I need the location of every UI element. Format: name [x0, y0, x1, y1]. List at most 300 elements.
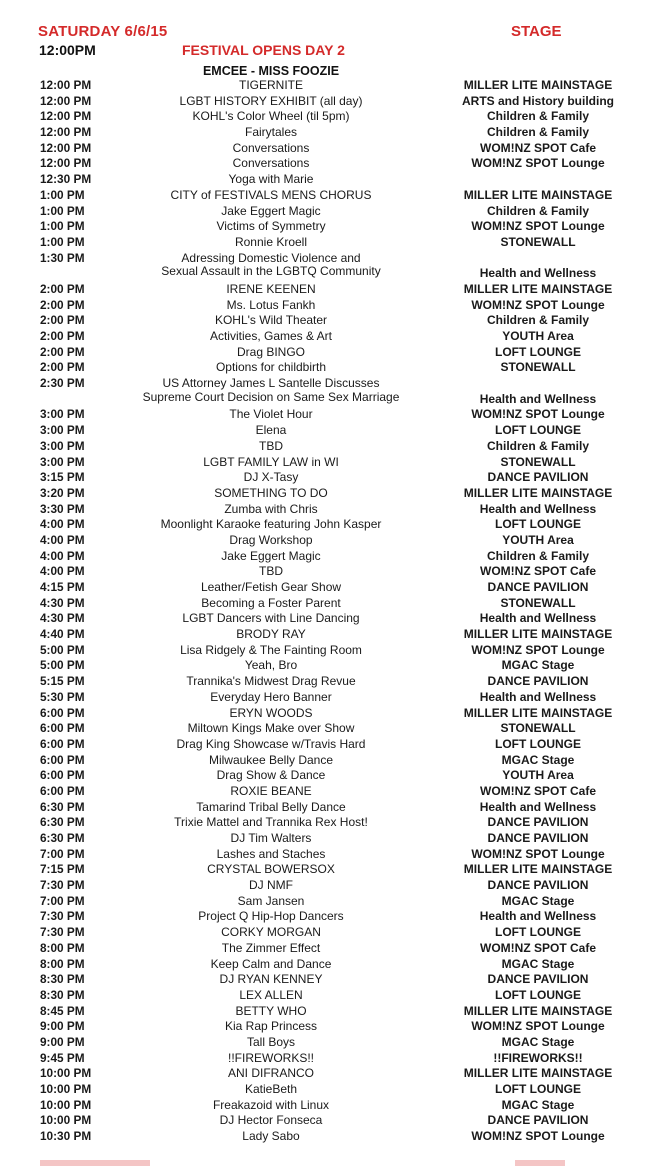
event-name — [130, 252, 412, 279]
event-name — [130, 925, 412, 941]
event-name — [130, 1098, 412, 1114]
event-name — [130, 235, 412, 251]
event-stage: WOM!NZ SPOT Lounge — [471, 219, 605, 234]
event-name — [130, 768, 412, 784]
event-name — [130, 188, 412, 204]
event-stage: WOM!NZ SPOT Lounge — [471, 156, 605, 171]
event-name-line-2: Supreme Court Decision on Same Sex Marriage — [142, 389, 400, 404]
event-time: 3:00 PM — [40, 407, 85, 422]
event-stage: WOM!NZ SPOT Cafe — [480, 140, 596, 155]
event-time: 6:00 PM — [40, 783, 85, 798]
event-time: 2:00 PM — [40, 297, 85, 312]
event-name-line: Drag King Showcase w/Travis Hard — [176, 736, 366, 751]
event-stage: WOM!NZ SPOT Cafe — [480, 940, 596, 955]
schedule-row — [0, 94, 671, 110]
schedule-row — [0, 1129, 671, 1145]
schedule-row — [0, 988, 671, 1004]
schedule-row — [0, 658, 671, 674]
event-name — [130, 156, 412, 172]
event-time: 12:30 PM — [40, 172, 92, 187]
schedule-row — [0, 549, 671, 565]
event-time: 10:00 PM — [40, 1066, 92, 1081]
event-stage: YOUTH Area — [502, 768, 574, 783]
cutoff-heading-right — [515, 1160, 565, 1166]
schedule-row — [0, 1066, 671, 1082]
schedule-row — [0, 188, 671, 204]
schedule-row — [0, 219, 671, 235]
event-time: 2:00 PM — [40, 313, 85, 328]
event-name — [130, 737, 412, 753]
event-stage: DANCE PAVILION — [487, 815, 589, 830]
schedule-row — [0, 517, 671, 533]
event-name — [130, 109, 412, 125]
schedule-row — [0, 1082, 671, 1098]
event-name — [130, 423, 412, 439]
event-name — [130, 377, 412, 404]
event-name — [130, 1004, 412, 1020]
event-time: 3:20 PM — [40, 485, 85, 500]
schedule-list — [0, 78, 671, 1145]
schedule-row — [0, 125, 671, 141]
schedule-row — [0, 784, 671, 800]
event-stage: WOM!NZ SPOT Lounge — [471, 1019, 605, 1034]
event-time: 2:00 PM — [40, 360, 85, 375]
event-name-line: Jake Eggert Magic — [221, 203, 321, 218]
event-name-line: LGBT Dancers with Line Dancing — [182, 611, 360, 626]
schedule-row — [0, 909, 671, 925]
event-stage: MILLER LITE MAINSTAGE — [463, 78, 613, 92]
event-name-line: Milwaukee Belly Dance — [208, 752, 334, 767]
event-name-line: Trannika's Midwest Drag Revue — [186, 674, 356, 689]
event-name-line: Options for childbirth — [215, 360, 327, 375]
event-name-line: KOHL's Wild Theater — [214, 313, 328, 328]
event-stage: Health and Wellness — [479, 799, 597, 814]
event-stage: STONEWALL — [500, 721, 576, 736]
event-name-line: ROXIE BEANE — [230, 783, 312, 798]
event-name-line: Project Q Hip-Hop Dancers — [198, 909, 344, 924]
event-name — [130, 627, 412, 643]
schedule-row — [0, 1098, 671, 1114]
event-time: 2:00 PM — [40, 329, 85, 344]
event-name — [130, 894, 412, 910]
schedule-row — [0, 533, 671, 549]
event-stage: Health and Wellness — [479, 689, 597, 704]
event-stage: Children & Family — [486, 203, 590, 218]
event-stage: Health and Wellness — [479, 266, 597, 281]
event-time: 4:30 PM — [40, 611, 85, 626]
event-time: 12:00 PM — [40, 93, 92, 108]
event-name — [130, 988, 412, 1004]
event-time: 7:30 PM — [40, 909, 85, 924]
event-time: 4:00 PM — [40, 564, 85, 579]
event-name-line: DJ RYAN KENNEY — [219, 972, 323, 987]
event-name-line: Fairytales — [244, 125, 297, 140]
schedule-row — [0, 862, 671, 878]
event-stage: !!FIREWORKS!! — [493, 1050, 583, 1065]
event-time: 1:00 PM — [40, 203, 85, 218]
schedule-row — [0, 1019, 671, 1035]
event-name-line: Lashes and Staches — [216, 846, 326, 861]
event-name — [130, 455, 412, 471]
schedule-row — [0, 768, 671, 784]
event-stage: MILLER LITE MAINSTAGE — [463, 862, 613, 877]
event-name-line: DJ X-Tasy — [243, 470, 299, 485]
schedule-row — [0, 298, 671, 314]
event-name-line: Trixie Mattel and Trannika Rex Host! — [174, 815, 368, 830]
event-name-line: The Zimmer Effect — [221, 940, 321, 955]
event-time: 8:30 PM — [40, 972, 85, 987]
event-name — [130, 219, 412, 235]
schedule-row — [0, 1035, 671, 1051]
event-name — [130, 360, 412, 376]
event-stage: WOM!NZ SPOT Lounge — [471, 297, 605, 312]
event-stage: MGAC Stage — [501, 1034, 575, 1049]
event-time: 4:15 PM — [40, 580, 85, 595]
event-name — [130, 345, 412, 361]
event-name-line: Drag BINGO — [236, 344, 305, 359]
event-stage: MILLER LITE MAINSTAGE — [463, 1003, 613, 1018]
event-name — [130, 470, 412, 486]
event-name — [130, 329, 412, 345]
event-time: 1:00 PM — [40, 234, 85, 249]
event-stage: DANCE PAVILION — [487, 580, 589, 595]
event-time: 7:30 PM — [40, 878, 85, 893]
schedule-row — [0, 690, 671, 706]
event-time: 5:00 PM — [40, 642, 85, 657]
event-name-line: KOHL's Color Wheel (til 5pm) — [192, 109, 350, 124]
event-name — [130, 141, 412, 157]
event-stage: MGAC Stage — [501, 956, 575, 971]
event-stage: YOUTH Area — [502, 329, 574, 344]
event-name-line: Ms. Lotus Fankh — [226, 297, 316, 312]
event-stage: MGAC Stage — [501, 658, 575, 673]
event-name — [130, 298, 412, 314]
event-name — [130, 674, 412, 690]
event-stage: Health and Wellness — [479, 501, 597, 516]
event-stage: YOUTH Area — [502, 532, 574, 547]
schedule-row — [0, 611, 671, 627]
schedule-row — [0, 925, 671, 941]
event-name-line: CORKY MORGAN — [221, 925, 321, 940]
event-stage: DANCE PAVILION — [487, 972, 589, 987]
event-stage: STONEWALL — [500, 234, 576, 249]
event-name — [130, 1019, 412, 1035]
event-name — [130, 957, 412, 973]
event-time: 6:00 PM — [40, 768, 85, 783]
event-name-line: ERYN WOODS — [229, 705, 313, 720]
event-stage: Health and Wellness — [479, 391, 597, 406]
event-time: 7:00 PM — [40, 846, 85, 861]
event-time: 6:00 PM — [40, 705, 85, 720]
event-stage: LOFT LOUNGE — [495, 517, 581, 532]
event-name-line: Everyday Hero Banner — [210, 689, 332, 704]
event-stage: MILLER LITE MAINSTAGE — [463, 705, 613, 720]
event-time: 10:00 PM — [40, 1113, 92, 1128]
schedule-row — [0, 455, 671, 471]
schedule-row — [0, 251, 671, 282]
event-name — [130, 1082, 412, 1098]
event-name-line: Leather/Fetish Gear Show — [200, 580, 342, 595]
event-stage: Children & Family — [486, 438, 590, 453]
event-name — [130, 313, 412, 329]
schedule-row — [0, 721, 671, 737]
event-name-line: Moonlight Karaoke featuring John Kasper — [160, 517, 382, 532]
event-name-line: US Attorney James L Santelle Discusses — [162, 376, 380, 391]
event-time: 8:00 PM — [40, 940, 85, 955]
event-time: 8:30 PM — [40, 987, 85, 1002]
event-stage: DANCE PAVILION — [487, 674, 589, 689]
event-name — [130, 611, 412, 627]
event-time: 9:00 PM — [40, 1034, 85, 1049]
event-name — [130, 1035, 412, 1051]
event-stage: ARTS and History building — [462, 93, 614, 108]
event-time: 7:00 PM — [40, 893, 85, 908]
event-time: 1:00 PM — [40, 219, 85, 234]
opening-time: 12:00PM — [39, 42, 96, 58]
schedule-row — [0, 1113, 671, 1129]
event-stage: DANCE PAVILION — [487, 1113, 589, 1128]
schedule-row — [0, 753, 671, 769]
event-name-line: Keep Calm and Dance — [210, 956, 332, 971]
event-name — [130, 784, 412, 800]
event-name-line: CRYSTAL BOWERSOX — [207, 862, 335, 877]
event-name-line: Ronnie Kroell — [234, 234, 308, 249]
event-time: 3:00 PM — [40, 423, 85, 438]
event-time: 9:00 PM — [40, 1019, 85, 1034]
event-name — [130, 94, 412, 110]
event-name-line: Conversations — [232, 156, 310, 171]
event-name-line: Drag Show & Dance — [216, 768, 326, 783]
event-time: 3:30 PM — [40, 501, 85, 516]
event-time: 12:00 PM — [40, 140, 92, 155]
event-name-line-2: Sexual Assault in the LGBTQ Community — [161, 264, 381, 279]
event-name-line: Lisa Ridgely & The Fainting Room — [180, 642, 362, 657]
event-time: 6:00 PM — [40, 721, 85, 736]
event-time: 2:00 PM — [40, 281, 85, 296]
schedule-row — [0, 360, 671, 376]
event-name — [130, 439, 412, 455]
schedule-row — [0, 831, 671, 847]
event-name-line: Drag Workshop — [229, 532, 313, 547]
event-time: 10:30 PM — [40, 1129, 92, 1144]
opening-title: FESTIVAL OPENS DAY 2 — [182, 42, 345, 58]
event-time: 12:00 PM — [40, 156, 92, 171]
event-name — [130, 580, 412, 596]
event-time: 7:30 PM — [40, 925, 85, 940]
event-name-line: IRENE KEENEN — [226, 281, 316, 296]
schedule-row — [0, 706, 671, 722]
schedule-row — [0, 580, 671, 596]
schedule-row — [0, 204, 671, 220]
event-stage: Health and Wellness — [479, 611, 597, 626]
schedule-row — [0, 878, 671, 894]
event-time: 4:00 PM — [40, 532, 85, 547]
event-name — [130, 800, 412, 816]
schedule-row — [0, 235, 671, 251]
event-name — [130, 517, 412, 533]
event-name-line: TIGERNITE — [238, 78, 303, 92]
event-time: 9:45 PM — [40, 1050, 85, 1065]
event-time: 5:30 PM — [40, 689, 85, 704]
event-name-line: LEX ALLEN — [239, 987, 303, 1002]
schedule-row — [0, 972, 671, 988]
schedule-row — [0, 470, 671, 486]
event-name — [130, 878, 412, 894]
event-name-line: !!FIREWORKS!! — [227, 1050, 314, 1065]
event-name-line: DJ Tim Walters — [230, 831, 312, 846]
event-name-line: BETTY WHO — [235, 1003, 307, 1018]
event-time: 2:00 PM — [40, 344, 85, 359]
schedule-row — [0, 141, 671, 157]
event-name-line: CITY of FESTIVALS MENS CHORUS — [170, 187, 372, 202]
event-time: 8:45 PM — [40, 1003, 85, 1018]
schedule-row — [0, 643, 671, 659]
event-name-line: Victims of Symmetry — [216, 219, 326, 234]
event-time: 5:15 PM — [40, 674, 85, 689]
schedule-row — [0, 502, 671, 518]
schedule-row — [0, 800, 671, 816]
event-name — [130, 407, 412, 423]
event-name — [130, 1051, 412, 1067]
event-stage: MILLER LITE MAINSTAGE — [463, 485, 613, 500]
schedule-row — [0, 282, 671, 298]
event-name-line: Jake Eggert Magic — [221, 548, 321, 563]
event-name — [130, 78, 412, 94]
event-time: 12:00 PM — [40, 109, 92, 124]
event-stage: LOFT LOUNGE — [495, 1082, 581, 1097]
event-time: 4:40 PM — [40, 627, 85, 642]
event-stage: MILLER LITE MAINSTAGE — [463, 187, 613, 202]
event-name — [130, 941, 412, 957]
schedule-row — [0, 1004, 671, 1020]
schedule-row — [0, 1051, 671, 1067]
event-time: 12:00 PM — [40, 125, 92, 140]
event-stage: Children & Family — [486, 313, 590, 328]
event-name — [130, 1129, 412, 1145]
schedule-row — [0, 407, 671, 423]
event-stage: Children & Family — [486, 109, 590, 124]
event-name-line: Conversations — [232, 140, 310, 155]
schedule-row — [0, 737, 671, 753]
event-name-line: Sam Jansen — [237, 893, 305, 908]
event-name — [130, 815, 412, 831]
event-stage: WOM!NZ SPOT Cafe — [480, 783, 596, 798]
event-stage: WOM!NZ SPOT Lounge — [471, 1129, 605, 1144]
event-time: 4:00 PM — [40, 548, 85, 563]
event-stage: MGAC Stage — [501, 1097, 575, 1112]
event-name — [130, 125, 412, 141]
event-stage: WOM!NZ SPOT Lounge — [471, 407, 605, 422]
event-name — [130, 549, 412, 565]
event-name-line: Tamarind Tribal Belly Dance — [196, 799, 346, 814]
event-stage: MILLER LITE MAINSTAGE — [463, 627, 613, 642]
event-stage: STONEWALL — [500, 360, 576, 375]
event-name-line: TBD — [259, 438, 283, 453]
event-stage: LOFT LOUNGE — [495, 344, 581, 359]
event-name-line: DJ NMF — [249, 878, 293, 893]
schedule-row — [0, 423, 671, 439]
event-name — [130, 721, 412, 737]
event-time: 5:00 PM — [40, 658, 85, 673]
event-name-line: LGBT FAMILY LAW in WI — [203, 454, 339, 469]
schedule-row — [0, 847, 671, 863]
event-name-line: Adressing Domestic Violence and — [181, 250, 361, 265]
event-name — [130, 658, 412, 674]
event-name-line: LGBT HISTORY EXHIBIT (all day) — [179, 93, 363, 108]
event-name — [130, 862, 412, 878]
event-name-line: Zumba with Chris — [224, 501, 318, 516]
event-name — [130, 753, 412, 769]
event-stage: Health and Wellness — [479, 909, 597, 924]
event-time: 3:00 PM — [40, 454, 85, 469]
event-name-line: Tall Boys — [246, 1034, 296, 1049]
event-time: 10:00 PM — [40, 1082, 92, 1097]
event-stage: LOFT LOUNGE — [495, 925, 581, 940]
event-time: 12:00 PM — [40, 78, 92, 92]
event-name — [130, 1066, 412, 1082]
event-stage: LOFT LOUNGE — [495, 987, 581, 1002]
event-stage: DANCE PAVILION — [487, 831, 589, 846]
schedule-row — [0, 674, 671, 690]
event-name-line: ANI DIFRANCO — [227, 1066, 314, 1081]
event-stage: MILLER LITE MAINSTAGE — [463, 281, 613, 296]
event-name — [130, 1113, 412, 1129]
event-stage: DANCE PAVILION — [487, 878, 589, 893]
event-stage: WOM!NZ SPOT Lounge — [471, 846, 605, 861]
event-name — [130, 533, 412, 549]
event-time: 6:30 PM — [40, 799, 85, 814]
event-time: 6:00 PM — [40, 736, 85, 751]
event-stage: LOFT LOUNGE — [495, 423, 581, 438]
event-name — [130, 831, 412, 847]
event-name-line: Miltown Kings Make over Show — [187, 721, 355, 736]
schedule-row — [0, 156, 671, 172]
event-stage: DANCE PAVILION — [487, 470, 589, 485]
event-name-line: Yeah, Bro — [244, 658, 298, 673]
event-name-line: Elena — [255, 423, 287, 438]
schedule-row — [0, 627, 671, 643]
stage-column-heading: STAGE — [511, 23, 562, 40]
event-stage: STONEWALL — [500, 595, 576, 610]
event-name-line: Kia Rap Princess — [224, 1019, 318, 1034]
event-stage: MILLER LITE MAINSTAGE — [463, 1066, 613, 1081]
schedule-row — [0, 439, 671, 455]
event-stage: STONEWALL — [500, 454, 576, 469]
schedule-row — [0, 564, 671, 580]
event-stage: WOM!NZ SPOT Lounge — [471, 642, 605, 657]
event-name — [130, 706, 412, 722]
event-time: 4:00 PM — [40, 517, 85, 532]
schedule-row — [0, 345, 671, 361]
emcee-line: EMCEE - MISS FOOZIE — [202, 64, 340, 78]
cutoff-heading-left — [40, 1160, 150, 1166]
event-name — [130, 690, 412, 706]
event-name — [130, 204, 412, 220]
schedule-date-heading: SATURDAY 6/6/15 — [38, 23, 168, 40]
event-name-line: Freakazoid with Linux — [212, 1097, 330, 1112]
event-time: 3:15 PM — [40, 470, 85, 485]
event-name-line: KatieBeth — [244, 1082, 298, 1097]
schedule-row — [0, 313, 671, 329]
event-name — [130, 972, 412, 988]
event-name — [130, 486, 412, 502]
event-stage: MGAC Stage — [501, 893, 575, 908]
event-name — [130, 643, 412, 659]
event-name-line: Yoga with Marie — [228, 172, 314, 187]
event-stage: MGAC Stage — [501, 752, 575, 767]
schedule-row — [0, 172, 671, 188]
schedule-row — [0, 486, 671, 502]
